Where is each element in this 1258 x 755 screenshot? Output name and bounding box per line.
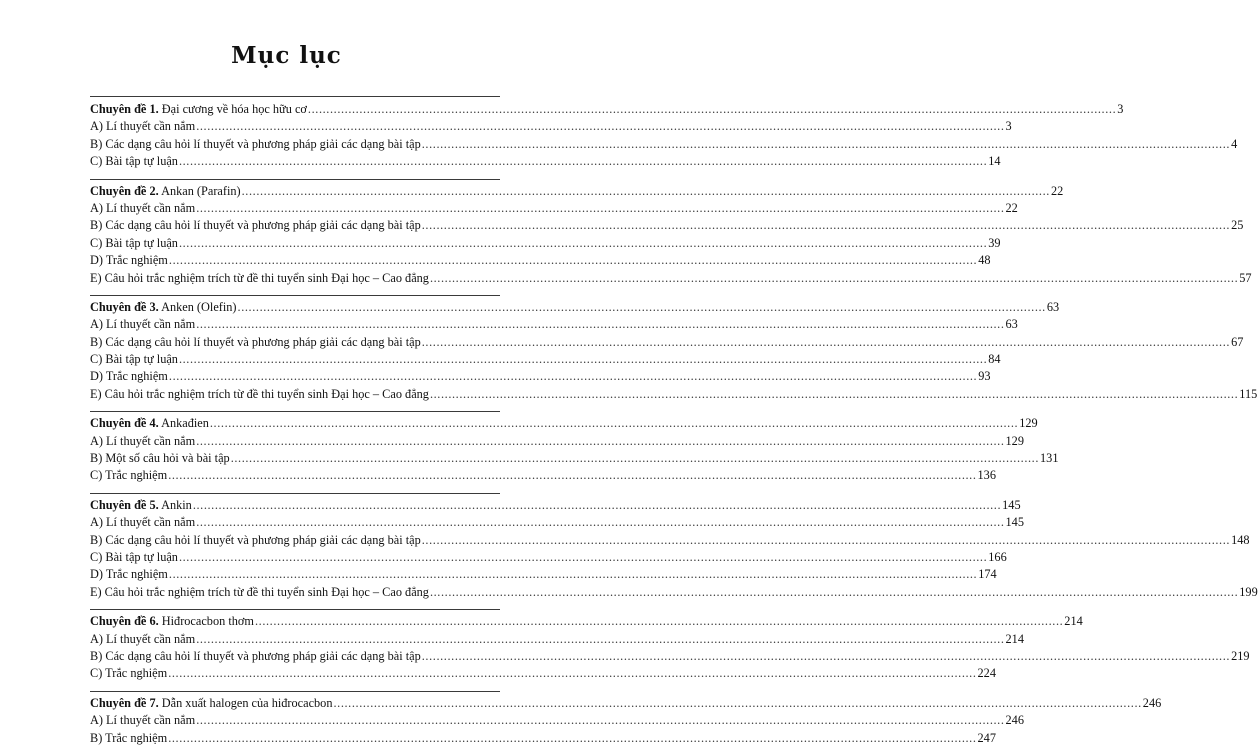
- toc-heading[interactable]: [90, 183, 1064, 200]
- toc-entry-label: A) Lí thuyết cần nắm: [90, 515, 196, 530]
- dot-leader: ............................................................................................................................................................................................................................: [168, 369, 978, 384]
- toc-entry-label: C) Trắc nghiệm: [90, 666, 168, 681]
- dot-leader: ............................................................................................................................................................................................................................: [192, 497, 1002, 512]
- toc-page-number: 22: [1050, 183, 1064, 198]
- toc-heading-text: Ankin: [158, 497, 192, 512]
- toc-entry-label: C) Bài tập tự luận: [90, 549, 178, 564]
- toc-entry-label: D) Trắc nghiệm: [90, 369, 168, 384]
- toc-heading[interactable]: [90, 695, 1162, 712]
- dot-leader: ............................................................................................................................................................................................................................: [241, 183, 1050, 198]
- toc-entry-label: E) Câu hỏi trắc nghiệm trích từ đề thi tuyển sinh Đại học – Cao đẳng: [90, 584, 429, 599]
- toc-entry-label: A) Lí thuyết cần nắm: [90, 119, 196, 134]
- toc-entry-label: B) Các dạng câu hỏi lí thuyết và phương pháp giải các dạng bài tập: [90, 532, 421, 547]
- toc-entry[interactable]: [90, 514, 1024, 531]
- toc-heading-title: [90, 183, 241, 200]
- toc-page-number: 247: [977, 730, 996, 745]
- toc-entry[interactable]: [90, 450, 1059, 467]
- toc-heading-title: [90, 299, 237, 316]
- toc-page-number: 129: [1005, 433, 1024, 448]
- toc-entry[interactable]: [90, 235, 1001, 252]
- dot-leader: ............................................................................................................................................................................................................................: [429, 270, 1239, 285]
- toc-heading-title: [90, 695, 332, 712]
- dot-leader: ............................................................................................................................................................................................................................: [421, 218, 1231, 233]
- dot-leader: ............................................................................................................................................................................................................................: [254, 614, 1064, 629]
- dot-leader: ............................................................................................................................................................................................................................: [237, 299, 1046, 314]
- dot-leader: ............................................................................................................................................................................................................................: [196, 631, 1005, 646]
- toc-page-number: 63: [1005, 317, 1018, 332]
- toc-entry[interactable]: [90, 549, 1007, 566]
- toc-heading-text: Anken (Olefin): [158, 299, 237, 314]
- page-title: Mục lục: [231, 42, 342, 69]
- toc-page-number: 4: [1231, 136, 1238, 151]
- toc-page-number: 3: [1117, 102, 1124, 116]
- dot-leader: ............................................................................................................................................................................................................................: [209, 416, 1019, 431]
- toc-entry[interactable]: [90, 368, 991, 385]
- toc-entry-label: A) Lí thuyết cần nắm: [90, 631, 196, 646]
- toc-page-number: 14: [988, 154, 1001, 169]
- toc-heading-number: Chuyên đề 4.: [90, 416, 159, 431]
- toc-heading-text: Ankađien: [158, 416, 209, 431]
- toc-entry-label: B) Một số câu hỏi và bài tập: [90, 451, 230, 466]
- dot-leader: ............................................................................................................................................................................................................................: [421, 648, 1231, 663]
- toc-entry[interactable]: [90, 665, 996, 682]
- toc-entry[interactable]: [90, 566, 997, 583]
- toc-page-number: 199: [1239, 584, 1258, 599]
- dot-leader: ............................................................................................................................................................................................................................: [168, 666, 977, 681]
- dot-leader: ............................................................................................................................................................................................................................: [196, 119, 1005, 134]
- toc-entry[interactable]: [90, 532, 1250, 549]
- toc-page-number: 131: [1040, 451, 1059, 466]
- toc-entry[interactable]: [90, 217, 1244, 234]
- toc-heading-text: Dẫn xuất halogen của hiđrocacbon: [158, 695, 333, 710]
- toc-heading-number: Chuyên đề 5.: [90, 497, 159, 512]
- toc-section: [90, 691, 1162, 747]
- toc-section: [90, 609, 1250, 683]
- toc-heading[interactable]: [90, 299, 1060, 316]
- dot-leader: ............................................................................................................................................................................................................................: [178, 235, 988, 250]
- toc-page-number: 22: [1005, 200, 1018, 215]
- dot-leader: ............................................................................................................................................................................................................................: [196, 515, 1005, 530]
- toc-page-number: 214: [1064, 614, 1083, 629]
- toc-entry-label: C) Trắc nghiệm: [90, 468, 168, 483]
- toc-entry[interactable]: [90, 316, 1018, 333]
- toc-page-number: 166: [988, 549, 1007, 564]
- toc-entry[interactable]: [90, 270, 1252, 287]
- toc-page-number: 3: [1005, 119, 1012, 134]
- toc-heading-text: Đại cương về hóa học hữu cơ: [158, 102, 307, 116]
- toc-entry[interactable]: [90, 252, 991, 269]
- toc-entry-label: D) Trắc nghiệm: [90, 567, 168, 582]
- dot-leader: ............................................................................................................................................................................................................................: [196, 200, 1005, 215]
- toc-entry-label: C) Bài tập tự luận: [90, 154, 178, 169]
- toc-entry-label: A) Lí thuyết cần nắm: [90, 317, 196, 332]
- dot-leader: ............................................................................................................................................................................................................................: [307, 102, 1117, 116]
- toc-section: [90, 411, 1059, 485]
- dot-leader: ............................................................................................................................................................................................................................: [196, 317, 1005, 332]
- toc-page-number: 25: [1231, 218, 1244, 233]
- toc-entry-label: B) Các dạng câu hỏi lí thuyết và phương pháp giải các dạng bài tập: [90, 334, 421, 349]
- toc-heading-title: [90, 101, 307, 118]
- toc-heading-title: [90, 613, 254, 630]
- dot-leader: ............................................................................................................................................................................................................................: [178, 154, 988, 169]
- toc-entry-label: B) Các dạng câu hỏi lí thuyết và phương pháp giải các dạng bài tập: [90, 136, 421, 151]
- toc-heading-number: Chuyên đề 3.: [90, 299, 159, 314]
- dot-leader: ............................................................................................................................................................................................................................: [178, 549, 988, 564]
- toc-page-number: 174: [978, 567, 997, 582]
- toc-entry[interactable]: [90, 334, 1244, 351]
- toc-entry[interactable]: [90, 584, 1258, 601]
- toc-entry-label: B) Các dạng câu hỏi lí thuyết và phương pháp giải các dạng bài tập: [90, 218, 421, 233]
- dot-leader: ............................................................................................................................................................................................................................: [230, 451, 1040, 466]
- toc-section: [90, 179, 1252, 287]
- toc-page-number: 57: [1239, 270, 1252, 285]
- toc-entry-label: A) Lí thuyết cần nắm: [90, 200, 196, 215]
- table-of-contents: [90, 96, 1258, 755]
- toc-page-number: 224: [977, 666, 996, 681]
- toc-entry[interactable]: [90, 712, 1024, 729]
- dot-leader: ............................................................................................................................................................................................................................: [168, 730, 977, 745]
- toc-entry-label: E) Câu hỏi trắc nghiệm trích từ đề thi tuyển sinh Đại học – Cao đẳng: [90, 386, 429, 401]
- toc-section: [90, 96, 1238, 171]
- toc-page-number: 246: [1005, 713, 1024, 728]
- toc-entry[interactable]: [90, 200, 1018, 217]
- dot-leader: ............................................................................................................................................................................................................................: [429, 584, 1239, 599]
- toc-section: [90, 493, 1258, 601]
- toc-page-number: 67: [1231, 334, 1244, 349]
- toc-heading-number: Chuyên đề 6.: [90, 614, 159, 629]
- toc-page-number: 148: [1231, 532, 1250, 547]
- toc-page-number: 129: [1019, 416, 1038, 431]
- toc-entry[interactable]: [90, 118, 1012, 135]
- dot-leader: ............................................................................................................................................................................................................................: [333, 695, 1142, 710]
- toc-entry[interactable]: [90, 433, 1024, 450]
- toc-entry-label: D) Trắc nghiệm: [90, 253, 168, 268]
- toc-entry[interactable]: [90, 467, 996, 484]
- toc-entry[interactable]: [90, 730, 996, 747]
- dot-leader: ............................................................................................................................................................................................................................: [168, 253, 978, 268]
- toc-entry-label: C) Bài tập tự luận: [90, 352, 178, 367]
- toc-entry-label: B) Các dạng câu hỏi lí thuyết và phương pháp giải các dạng bài tập: [90, 648, 421, 663]
- toc-page-number: 136: [977, 468, 996, 483]
- toc-entry[interactable]: [90, 351, 1001, 368]
- toc-heading-title: [90, 415, 209, 432]
- dot-leader: ............................................................................................................................................................................................................................: [168, 567, 978, 582]
- toc-heading-title: [90, 497, 192, 514]
- toc-page-number: 219: [1231, 648, 1250, 663]
- toc-section: [90, 295, 1258, 403]
- toc-page-number: 214: [1005, 631, 1024, 646]
- toc-page-number: 145: [1002, 497, 1021, 512]
- toc-page-number: 48: [978, 253, 991, 268]
- toc-page-number: 246: [1142, 695, 1162, 710]
- toc-entry-label: A) Lí thuyết cần nắm: [90, 713, 196, 728]
- toc-heading[interactable]: [90, 613, 1083, 630]
- toc-heading[interactable]: [90, 497, 1021, 514]
- dot-leader: ............................................................................................................................................................................................................................: [196, 713, 1005, 728]
- toc-entry[interactable]: [90, 153, 1001, 170]
- dot-leader: ............................................................................................................................................................................................................................: [421, 136, 1231, 151]
- toc-entry-label: C) Bài tập tự luận: [90, 235, 178, 250]
- toc-heading-text: Ankan (Parafin): [158, 183, 241, 198]
- toc-heading[interactable]: [90, 415, 1038, 432]
- toc-entry[interactable]: [90, 136, 1238, 153]
- toc-entry-label: E) Câu hỏi trắc nghiệm trích từ đề thi tuyển sinh Đại học – Cao đẳng: [90, 270, 429, 285]
- toc-page-number: 93: [978, 369, 991, 384]
- toc-heading-number: Chuyên đề 1.: [90, 102, 159, 116]
- toc-entry-label: A) Lí thuyết cần nắm: [90, 433, 196, 448]
- dot-leader: ............................................................................................................................................................................................................................: [178, 352, 988, 367]
- dot-leader: ............................................................................................................................................................................................................................: [168, 468, 977, 483]
- toc-heading[interactable]: [90, 101, 1124, 118]
- dot-leader: ............................................................................................................................................................................................................................: [429, 386, 1239, 401]
- toc-page-number: 115: [1239, 386, 1258, 401]
- toc-entry[interactable]: [90, 386, 1258, 403]
- toc-heading-text: Hiđrocacbon thơm: [158, 614, 254, 629]
- toc-page-number: 145: [1005, 515, 1024, 530]
- toc-page-number: 63: [1046, 299, 1060, 314]
- dot-leader: ............................................................................................................................................................................................................................: [421, 334, 1231, 349]
- toc-heading-number: Chuyên đề 2.: [90, 183, 159, 198]
- toc-entry-label: B) Trắc nghiệm: [90, 730, 168, 745]
- toc-page-number: 39: [988, 235, 1001, 250]
- toc-page-number: 84: [988, 352, 1001, 367]
- toc-entry[interactable]: [90, 631, 1024, 648]
- dot-leader: ............................................................................................................................................................................................................................: [196, 433, 1005, 448]
- toc-heading-number: Chuyên đề 7.: [90, 695, 159, 710]
- toc-entry[interactable]: [90, 648, 1250, 665]
- dot-leader: ............................................................................................................................................................................................................................: [421, 532, 1231, 547]
